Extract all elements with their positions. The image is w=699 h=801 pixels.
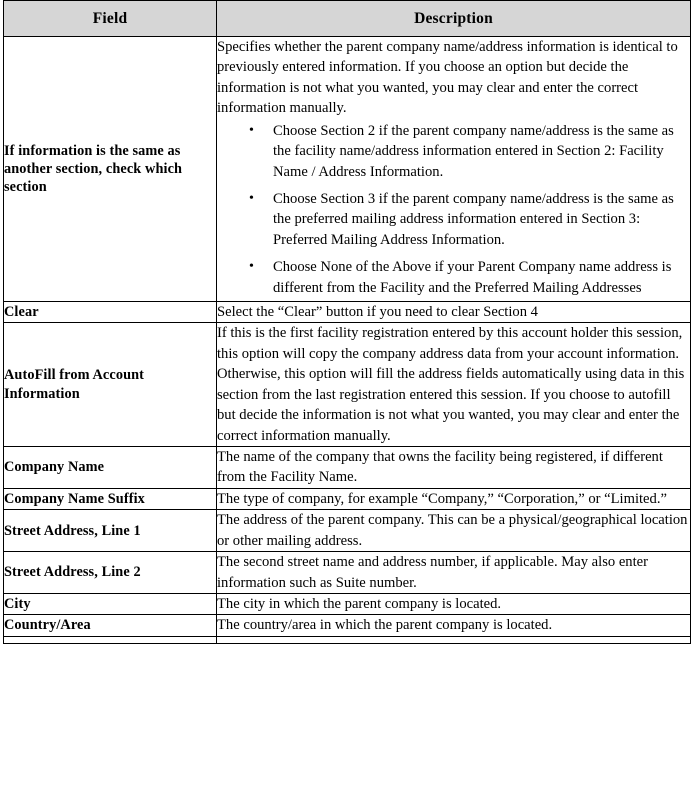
table-row xyxy=(4,593,691,614)
list-item xyxy=(217,257,690,298)
bullet-icon: • xyxy=(249,259,254,275)
table-row xyxy=(4,488,691,509)
table-row xyxy=(4,615,691,636)
bullet-icon: • xyxy=(249,122,254,138)
table-row xyxy=(4,447,691,489)
field-label: Country/Area xyxy=(4,615,217,636)
list-item-text: Choose Section 2 if the parent company name/address is the same as the facility name/address information entered in Section 2: Facility Name / Address Information. xyxy=(273,122,674,180)
table-row xyxy=(4,323,691,447)
field-label: Company Name xyxy=(4,447,217,489)
field-description: The name of the company that owns the facility being registered, if different from the Facility Name. xyxy=(217,447,691,489)
column-header-field: Field xyxy=(4,1,217,37)
table-row xyxy=(4,552,691,594)
field-label-clipped xyxy=(4,636,217,643)
bullet-icon: • xyxy=(249,190,254,206)
table-body xyxy=(4,37,691,644)
table-row xyxy=(4,510,691,552)
field-description-clipped xyxy=(217,636,691,643)
field-description xyxy=(217,37,691,302)
field-label: If information is the same as another section, check which section xyxy=(4,37,217,302)
list-item xyxy=(217,121,690,182)
list-item xyxy=(217,189,690,250)
field-label: Company Name Suffix xyxy=(4,488,217,509)
field-description: The address of the parent company. This can be a physical/geographical location or other mailing address. xyxy=(217,510,691,552)
table-row xyxy=(4,37,691,302)
field-description-table xyxy=(3,0,691,644)
list-item-text: Choose None of the Above if your Parent Company name address is different from the Facility and the Preferred Mailing Addresses xyxy=(273,259,672,296)
choice-bullet-list xyxy=(217,121,690,298)
table-header xyxy=(4,1,691,37)
list-item-text: Choose Section 3 if the parent company name/address is the same as the preferred mailing address information entered in Section 3: Preferred Mailing Address Information. xyxy=(273,190,674,248)
column-header-description: Description xyxy=(217,1,691,37)
field-description: Select the “Clear” button if you need to clear Section 4 xyxy=(217,302,691,323)
field-description: The country/area in which the parent company is located. xyxy=(217,615,691,636)
field-label: Street Address, Line 1 xyxy=(4,510,217,552)
field-label: Street Address, Line 2 xyxy=(4,552,217,594)
field-description: The type of company, for example “Company,” “Corporation,” or “Limited.” xyxy=(217,488,691,509)
field-label: City xyxy=(4,593,217,614)
field-description: The second street name and address number, if applicable. May also enter information such as Suite number. xyxy=(217,552,691,594)
description-intro-paragraph: Specifies whether the parent company name/address information is identical to previously entered information. If you choose an option but decide the information is not what you wanted, you may clear and enter the correct information manually. xyxy=(217,39,678,117)
field-label: AutoFill from Account Information xyxy=(4,323,217,447)
table-row xyxy=(4,302,691,323)
field-label: Clear xyxy=(4,302,217,323)
table-row-clipped xyxy=(4,636,691,643)
field-description: If this is the first facility registration entered by this account holder this session, this option will copy the company address data from your account information. Otherwise, this option will fill the address fields automatically using data in this section from the last registration entered this session. If you choose to autofill but decide the information is not what you wanted, you may clear and enter the correct information manually. xyxy=(217,323,691,447)
field-description: The city in which the parent company is located. xyxy=(217,593,691,614)
table-header-row xyxy=(4,1,691,37)
